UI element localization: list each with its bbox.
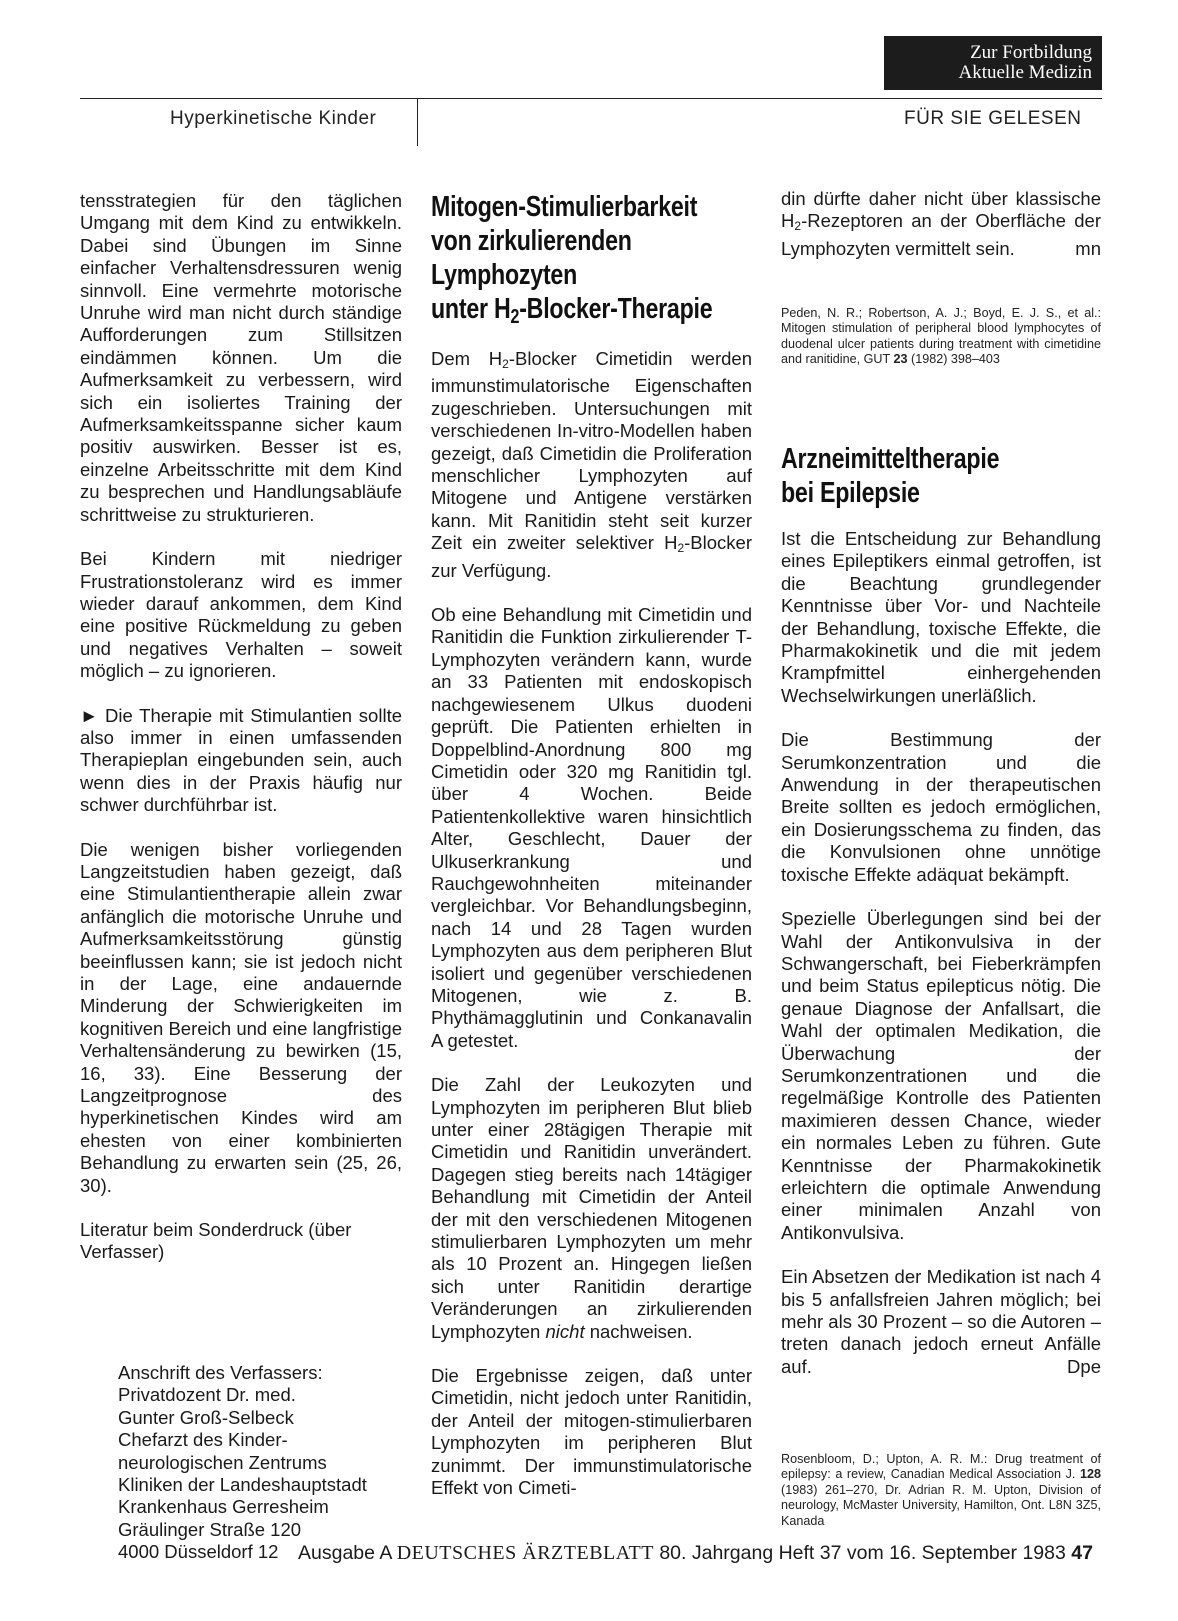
paragraph: Bei Kindern mit niedriger Frustrationstoleranz wird es immer wieder darauf ankommen, dem Kind eine positive Rückmeldung zu geben und negatives Verhalten – soweit möglich – zu ignorieren. [80, 548, 402, 682]
column-right-bottom [781, 528, 1101, 1378]
banner-line-2: Aktuelle Medizin [958, 62, 1092, 83]
address-line: Gräulinger Straße 120 [118, 1518, 302, 1540]
paragraph: Ein Absetzen der Medikation ist nach 4 bis 5 anfallsfreien Jahren möglich; bei mehr als 30 Prozent – so die Autoren – treten danach jedoch erneut Anfälle auf. Dpe [781, 1266, 1101, 1377]
author-address [118, 1362, 418, 1564]
page-number: 47 [1071, 1542, 1093, 1564]
article-title: Mitogen-Stimulierbarkeit von zirkulierenden Lymphozyten unter H2-Blocker-Therapie [431, 191, 713, 328]
page-footer [298, 1542, 1093, 1565]
paragraph: Die Zahl der Leukozyten und Lymphozyten im peripheren Blut blieb unter einer 28tägigen Therapie mit Cimetidin und Ranitidin unverändert. Dagegen stieg bereits nach 14tägiger Behandlung mit Cimetidin der Anteil der mit den verschiedenen Mitogenen stimulierbaren Lymphozyten um mehr als 10 Prozent an. Hingegen ließen sich unter Ranitidin derartige Veränderungen an zirkulierenden Lymphozyten nicht nachweisen. [431, 1074, 752, 1342]
column-right-top [781, 188, 1101, 260]
paragraph: Ist die Entscheidung zur Behandlung eines Epileptikers einmal getroffen, ist die Beachtung grundlegender Kenntnisse über Vor- und Nachteile der Behandlung, toxische Effekte, die Pharmakokinetik und die mit jedem Krampfmittel einhergehenden Wechselwirkungen unerläßlich. [781, 528, 1101, 706]
author-initials: Dpe [1067, 1355, 1101, 1377]
address-line: neurologischen Zentrums [118, 1451, 327, 1473]
column-middle [431, 348, 752, 1500]
paragraph: Literatur beim Sonderdruck (über Verfasser) [80, 1219, 352, 1263]
paragraph: din dürfte daher nicht über klassische H2-Rezeptoren an der Oberfläche der Lymphozyten vermittelt sein. mn [781, 188, 1101, 259]
author-initials: mn [1075, 237, 1101, 259]
paragraph: ► Die Therapie mit Stimulantien sollte also immer in einen umfassenden Therapieplan eingebunden sein, auch wenn dies in der Praxis häufig nur schwer durchführbar ist. [80, 704, 402, 816]
address-line: Privatdozent Dr. med. [118, 1384, 296, 1406]
paragraph: Dem H2-Blocker Cimetidin werden immunstimulatorische Eigenschaften zugeschrieben. Untersuchungen mit verschiedenen In-vitro-Modellen haben gezeigt, daß Cimetidin die Proliferation menschlicher Lymphozyten auf Mitogene und Antigene verstärken kann. Mit Ranitidin steht seit kurzer Zeit ein zweiter selektiver H2-Blocker zur Verfügung. [431, 348, 752, 581]
address-line: Gunter Groß-Selbeck [118, 1406, 294, 1428]
header-rule [80, 98, 1102, 99]
address-line: Krankenhaus Gerresheim [118, 1496, 329, 1518]
triangle-marker-icon: ► [80, 704, 99, 726]
section-banner [884, 36, 1102, 90]
paragraph: tensstrategien für den täglichen Umgang mit dem Kind zu entwikkeln. Dabei sind Übungen im Sinne einfacher Verhaltensdressuren wenig sinnvoll. Eine vermehrte motorische Unruhe wird man nicht durch ständige Aufforderungen zum Stillsitzen eindämmen können. Um die Aufmerksamkeit zu verbessern, wird sich ein isoliertes Training der Aufmerksamkeitsspanne sicher kaum positiv auswirken. Besser ist es, einzelne Arbeitsschritte mit dem Kind zu besprechen und Handlungsabläufe schrittweise zu strukturieren. [80, 190, 402, 525]
paragraph: Die Ergebnisse zeigen, daß unter Cimetidin, nicht jedoch unter Ranitidin, der Anteil der mitogen-stimulierbaren Lymphozyten im peripheren Blut zunimmt. Der immunstimulatorische Effekt von Cimeti- [431, 1365, 752, 1499]
reference-note: Rosenbloom, D.; Upton, A. R. M.: Drug treatment of epilepsy: a review, Canadian Medical Association J. 128 (1983) 261–270, Dr. Adrian R. M. Upton, Division of neurology, McMaster University, Hamilton, Ont. L8N 3Z5, Kanada [781, 1452, 1101, 1528]
paragraph: Die Bestimmung der Serumkonzentration und die Anwendung in der therapeutischen Breite sollten es jedoch ermöglichen, ein Dosierungsschema zu finden, das die Konvulsionen ohne unnötige toxische Effekte adäquat bekämpft. [781, 729, 1101, 885]
address-line: 4000 Düsseldorf 12 [118, 1541, 279, 1563]
edition: Ausgabe A [298, 1542, 392, 1564]
banner-line-1: Zur Fortbildung [970, 42, 1092, 63]
masthead: DEUTSCHES ÄRZTEBLATT [396, 1542, 654, 1564]
address-line: Chefarzt des Kinder- [118, 1429, 288, 1451]
paragraph: Spezielle Überlegungen sind bei der Wahl der Antikonvulsiva in der Schwangerschaft, bei Fieberkrämpfen und beim Status epilepticus nötig. Die genaue Diagnose der Anfallsart, die Wahl der optimalen Medikation, die Überwachung der Serumkonzentrationen und die regelmäßige Kontrolle des Patienten maximieren dessen Chance, wieder ein normales Leben zu führen. Gute Kenntnisse der Pharmakokinetik erleichtern die optimale Anwendung einer minimalen Anzahl von Antikonvulsiva. [781, 908, 1101, 1243]
article-title: Arzneimitteltherapie bei Epilepsie [781, 443, 1000, 509]
address-line: Kliniken der Landeshauptstadt [118, 1474, 367, 1496]
issue-info: 80. Jahrgang Heft 37 vom 16. September 1983 [659, 1542, 1066, 1564]
running-head-right: FÜR SIE GELESEN [904, 108, 1082, 129]
column-left [80, 190, 402, 1264]
paragraph: Ob eine Behandlung mit Cimetidin und Ranitidin die Funktion zirkulierender T-Lymphozyten verändern kann, wurde an 33 Patienten mit endoskopisch nachgewiesenem Ulkus duodeni geprüft. Die Patienten erhielten in Doppelblind-Anordnung 800 mg Cimetidin oder 320 mg Ranitidin tgl. über 4 Wochen. Beide Patientenkollektive waren hinsichtlich Alter, Geschlecht, Dauer der Ulkuserkrankung und Rauchgewohnheiten miteinander vergleichbar. Vor Behandlungsbeginn, nach 14 und 28 Tagen wurden Lymphozyten aus dem peripheren Blut isoliert und gegenüber verschiedenen Mitogenen, wie z. B. Phythämagglutinin und Conkanavalin A getestet. [431, 604, 752, 1051]
reference-note: Peden, N. R.; Robertson, A. J.; Boyd, E. J. S., et al.: Mitogen stimulation of peripheral blood lymphocytes of duodenal ulcer patients during treatment with cimetidine and ranitidine, GUT 23 (1982) 398–403 [781, 306, 1101, 367]
address-line: Anschrift des Verfassers: [118, 1362, 323, 1383]
running-head-left: Hyperkinetische Kinder [170, 108, 377, 129]
paragraph: Die wenigen bisher vorliegenden Langzeitstudien haben gezeigt, daß eine Stimulantientherapie allein zwar anfänglich die motorische Unruhe und Aufmerksamkeitsstörung günstig beeinflussen kann; sie ist jedoch nicht in der Lage, eine andauernde Minderung der Schwierigkeiten im kognitiven Bereich und eine langfristige Verhaltensänderung zu bewirken (15, 16, 33). Eine Besserung der Langzeitprognose des hyperkinetischen Kindes wird am ehesten von einer kombinierten Behandlung zu erwarten sein (25, 26, 30). [80, 838, 402, 1196]
header-divider [417, 98, 418, 146]
